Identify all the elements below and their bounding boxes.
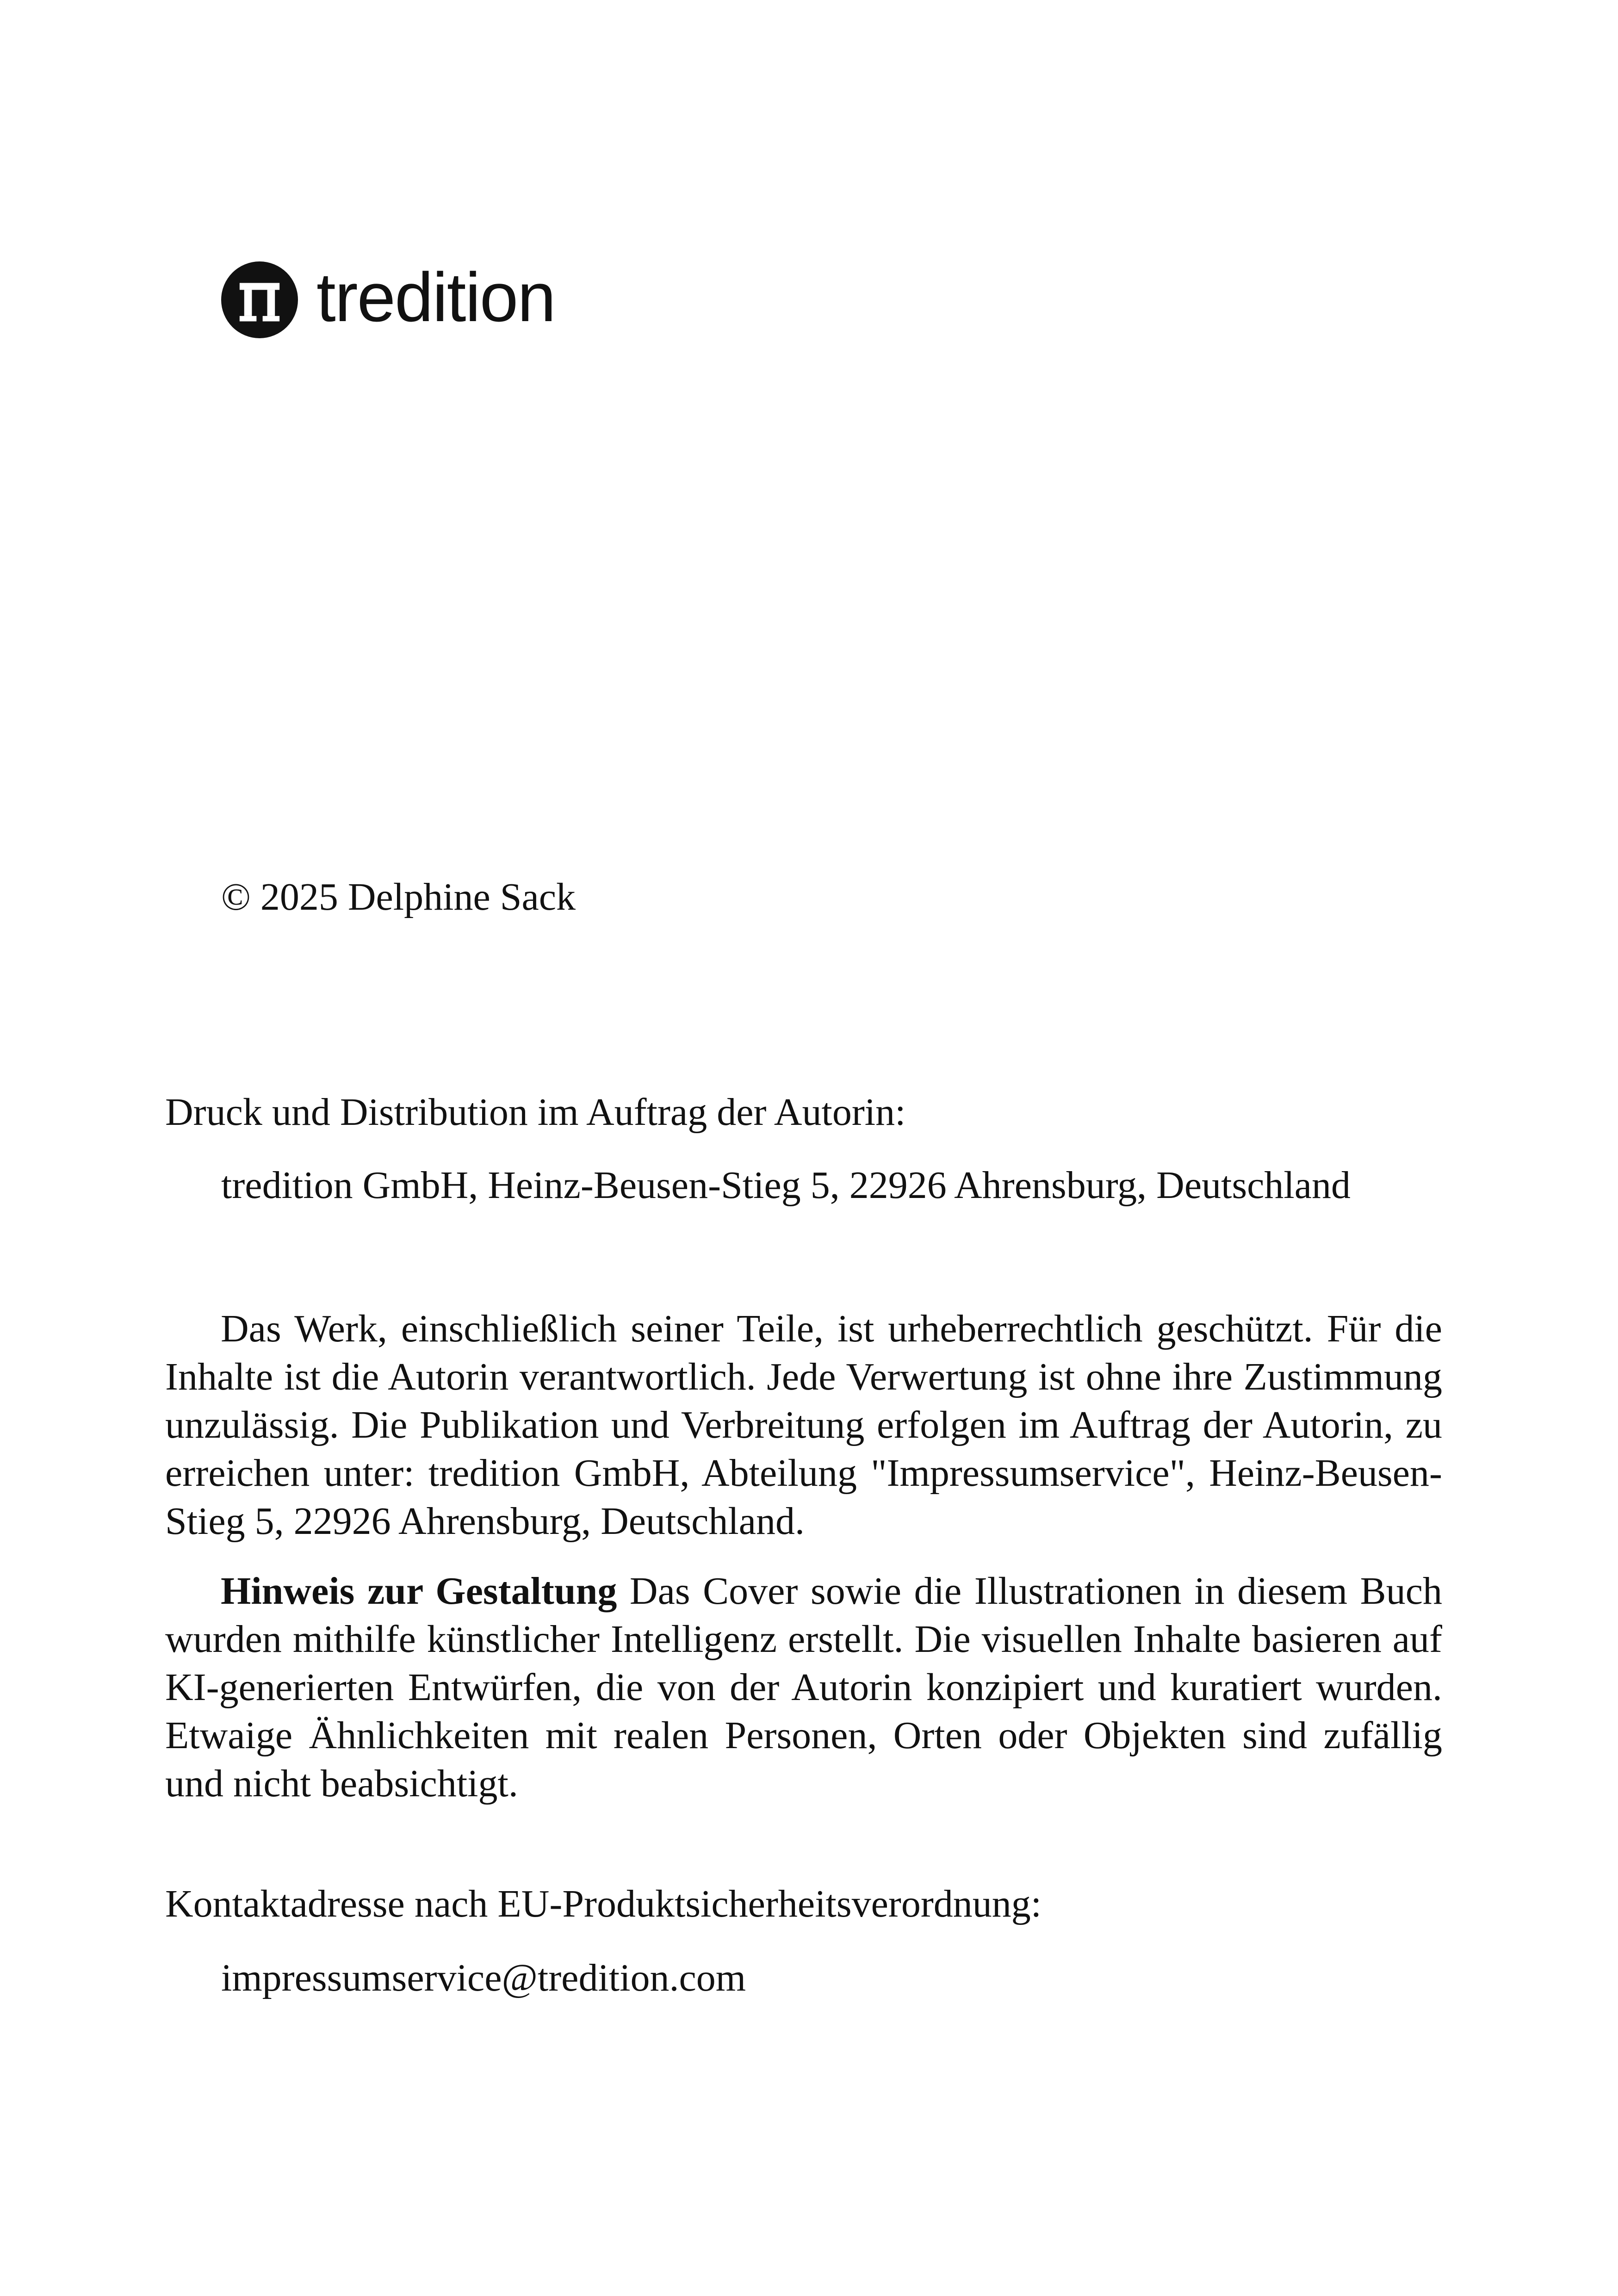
publisher-logo <box>221 258 555 339</box>
design-note <box>165 1567 1442 1808</box>
design-note-heading: Hinweis zur Gestaltung <box>221 1570 617 1613</box>
distribution-address: tredition GmbH, Heinz-Beusen-Stieg 5, 22926 Ahrensburg, Deutschland <box>221 1164 1351 1207</box>
legal-paragraph-text: Das Werk, einschließlich seiner Teile, ist urheberrechtlich geschützt. Für die Inhalte ist die Autorin verantwortlich. Jede Verwertung ist ohne ihre Zustimmung unzulässig. Die Publikation und Verbreitung erfolgen im Auftrag der Autorin, zu erreichen unter: tredition GmbH, Abteilung "Impressumservice", Heinz-Beusen-Stieg 5, 22926 Ahrensburg, Deutschland. <box>165 1307 1442 1543</box>
distribution-label: Druck und Distribution im Auftrag der Autorin: <box>165 1091 906 1134</box>
contact-label: Kontaktadresse nach EU-Produktsicherheitsverordnung: <box>165 1882 1042 1925</box>
logo-wordmark: tredition <box>316 258 555 336</box>
copyright-line: © 2025 Delphine Sack <box>221 875 576 918</box>
design-note-body: Das Cover sowie die Illustrationen in diesem Buch wurden mithilfe künstlicher Intelligenz erstellt. Die visuellen Inhalte basieren auf KI-generierten Entwürfen, die von der Autorin konzipiert und kuratiert wurden. Etwaige Ähnlichkeiten mit realen Personen, Orten oder Objekten sind zufällig und nicht beabsichtigt. <box>165 1570 1442 1805</box>
legal-paragraph <box>165 1305 1442 1545</box>
tredition-logo-mark-icon <box>221 261 298 338</box>
contact-email[interactable]: impressumservice@tredition.com <box>221 1956 746 1999</box>
